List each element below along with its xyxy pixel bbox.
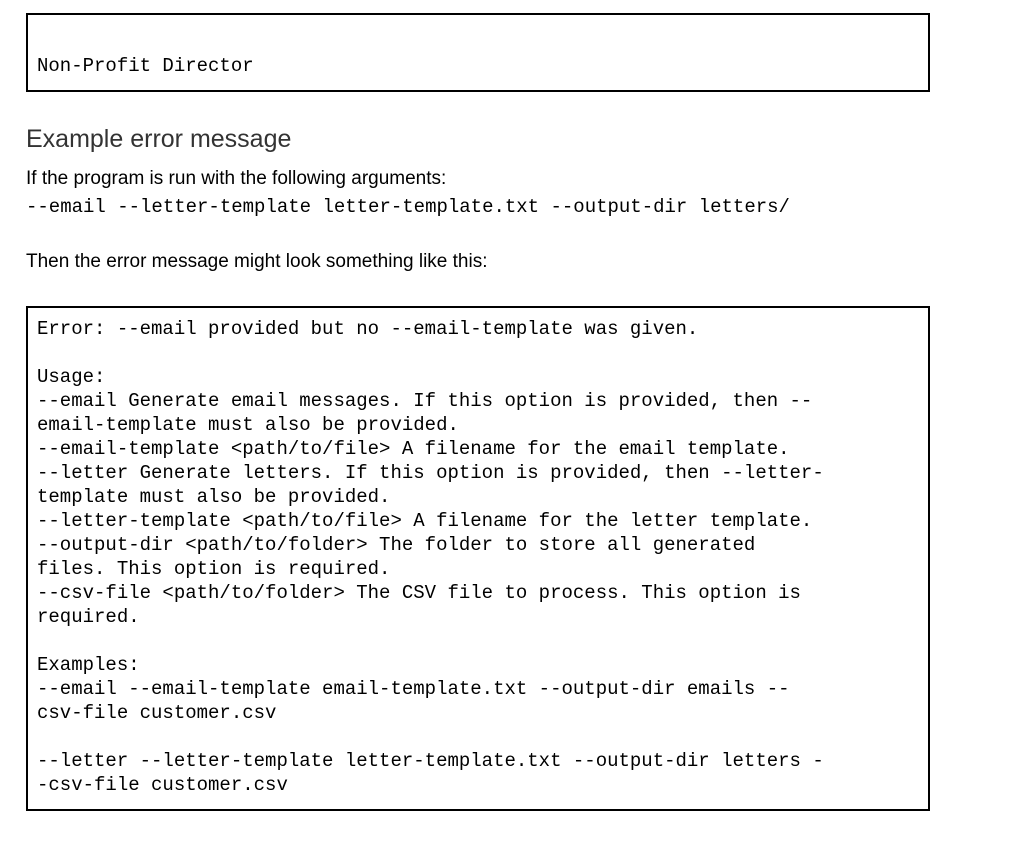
error-message-text	[37, 317, 824, 797]
error-message-line: --email --email-template email-template.txt --output-dir emails --	[37, 678, 790, 700]
intro-paragraph: If the program is run with the following arguments:	[26, 168, 447, 189]
error-message-line: template must also be provided.	[37, 486, 391, 508]
code-block-error-message	[26, 306, 930, 811]
error-message-line: -csv-file customer.csv	[37, 774, 288, 796]
error-message-line: Error: --email provided but no --email-template was given.	[37, 318, 699, 340]
code-block-output-top	[26, 13, 930, 92]
error-message-line: csv-file customer.csv	[37, 702, 277, 724]
error-message-line: --csv-file <path/to/folder> The CSV file to process. This option is	[37, 582, 801, 604]
section-heading: Example error message	[26, 125, 292, 153]
error-message-line: Examples:	[37, 654, 140, 676]
example-arguments: --email --letter-template letter-template.txt --output-dir letters/	[26, 196, 790, 218]
error-message-line: --email Generate email messages. If this option is provided, then --	[37, 390, 813, 412]
error-message-line: --letter-template <path/to/file> A filename for the letter template.	[37, 510, 813, 532]
error-message-line: --output-dir <path/to/folder> The folder to store all generated	[37, 534, 756, 556]
code-block-text: Non-Profit Director	[37, 55, 254, 77]
error-message-line: email-template must also be provided.	[37, 414, 459, 436]
then-paragraph: Then the error message might look something like this:	[26, 251, 488, 272]
error-message-line: --email-template <path/to/file> A filename for the email template.	[37, 438, 790, 460]
error-message-line: --letter Generate letters. If this option is provided, then --letter-	[37, 462, 824, 484]
error-message-line: Usage:	[37, 366, 106, 388]
error-message-line: --letter --letter-template letter-template.txt --output-dir letters -	[37, 750, 824, 772]
error-message-line: files. This option is required.	[37, 558, 391, 580]
error-message-line: required.	[37, 606, 140, 628]
